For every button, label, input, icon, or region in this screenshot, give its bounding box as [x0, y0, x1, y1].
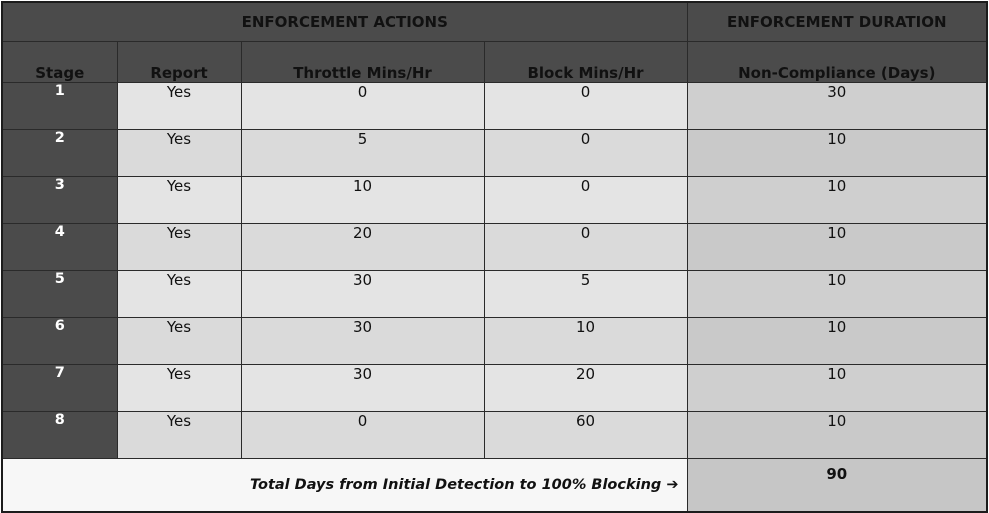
report-cell: Yes	[117, 271, 241, 318]
column-header-stage: Stage	[2, 42, 117, 83]
throttle-cell: 5	[241, 130, 484, 177]
non-compliance-cell: 30	[687, 83, 987, 130]
non-compliance-cell: 10	[687, 412, 987, 459]
stage-cell: 2	[2, 130, 117, 177]
non-compliance-cell: 10	[687, 271, 987, 318]
block-cell: 0	[484, 224, 687, 271]
total-label: Total Days from Initial Detection to 100% Blocking ➔	[2, 459, 687, 513]
block-cell: 0	[484, 130, 687, 177]
report-cell: Yes	[117, 412, 241, 459]
report-cell: Yes	[117, 365, 241, 412]
stage-cell: 6	[2, 318, 117, 365]
table-row	[2, 412, 987, 459]
throttle-cell: 20	[241, 224, 484, 271]
block-cell: 60	[484, 412, 687, 459]
report-cell: Yes	[117, 177, 241, 224]
throttle-cell: 30	[241, 318, 484, 365]
table-row	[2, 83, 987, 130]
total-row	[2, 459, 987, 513]
block-cell: 20	[484, 365, 687, 412]
non-compliance-cell: 10	[687, 365, 987, 412]
non-compliance-cell: 10	[687, 318, 987, 365]
block-cell: 10	[484, 318, 687, 365]
enforcement-table	[1, 1, 988, 513]
block-cell: 0	[484, 177, 687, 224]
column-header-block: Block Mins/Hr	[484, 42, 687, 83]
report-cell: Yes	[117, 83, 241, 130]
throttle-cell: 30	[241, 271, 484, 318]
throttle-cell: 0	[241, 412, 484, 459]
table-row	[2, 271, 987, 318]
stage-cell: 5	[2, 271, 117, 318]
stage-cell: 4	[2, 224, 117, 271]
stage-cell: 7	[2, 365, 117, 412]
column-header-throttle: Throttle Mins/Hr	[241, 42, 484, 83]
stage-cell: 3	[2, 177, 117, 224]
report-cell: Yes	[117, 130, 241, 177]
report-cell: Yes	[117, 318, 241, 365]
stage-cell: 8	[2, 412, 117, 459]
enforcement-duration-header: ENFORCEMENT DURATION	[687, 2, 987, 42]
column-header-row	[2, 42, 987, 83]
enforcement-actions-header: ENFORCEMENT ACTIONS	[2, 2, 687, 42]
non-compliance-cell: 10	[687, 130, 987, 177]
table-row	[2, 365, 987, 412]
table-row	[2, 177, 987, 224]
group-header-row	[2, 2, 987, 42]
table-row	[2, 130, 987, 177]
column-header-report: Report	[117, 42, 241, 83]
report-cell: Yes	[117, 224, 241, 271]
block-cell: 0	[484, 83, 687, 130]
table-row	[2, 224, 987, 271]
block-cell: 5	[484, 271, 687, 318]
non-compliance-cell: 10	[687, 224, 987, 271]
table-row	[2, 318, 987, 365]
stage-cell: 1	[2, 83, 117, 130]
total-value: 90	[687, 459, 987, 513]
throttle-cell: 10	[241, 177, 484, 224]
column-header-non-compliance: Non-Compliance (Days)	[687, 42, 987, 83]
non-compliance-cell: 10	[687, 177, 987, 224]
throttle-cell: 0	[241, 83, 484, 130]
throttle-cell: 30	[241, 365, 484, 412]
